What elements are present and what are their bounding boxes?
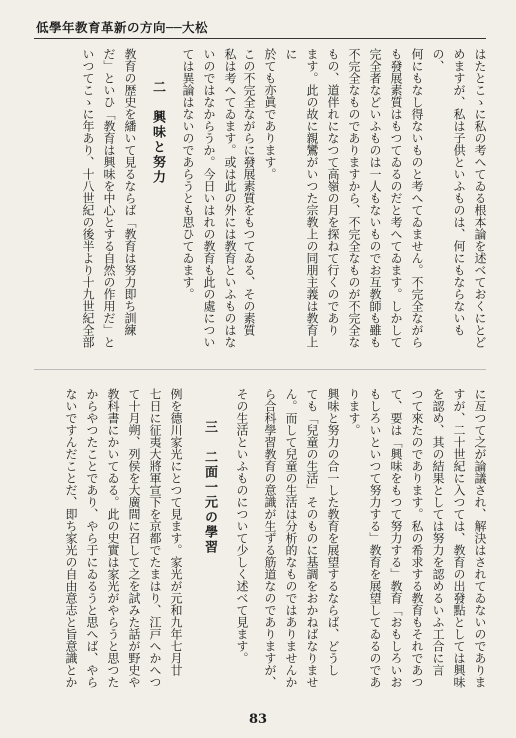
text-column: 不完全なものでありますから、不完全なものが不完全な [347, 48, 361, 348]
upper-text-block-3 [36, 48, 140, 348]
text-column: だ」といひ「教育は興味を中心とする自然の作用だ」と [102, 48, 116, 348]
text-column: いつてこゝに年あり、十八世紀の後半より十九世紀全部 [81, 48, 95, 348]
text-column: ら合科學習教育の意識が生ずる筋道なのでありますが、 [263, 388, 277, 688]
running-head: 低學年教育革新の方向──大松 [36, 20, 209, 35]
lower-text-block-3 [36, 388, 186, 688]
text-column: ては異論はないのであらうとも思ひてゐます。 [181, 48, 195, 300]
text-column: ても「兒童の生活」そのものに基調をおかねばなりませ [305, 388, 319, 688]
text-column: て十月朔、列侯を大廣間に召して之を試みた話が野史や [127, 388, 141, 688]
section-heading: 二 興味と努力 [150, 80, 165, 185]
text-column: もの、道伴れになつて高嶺の月を探ねて行くのであり [326, 48, 340, 336]
section-heading: 三 二面一元の學習 [202, 420, 217, 555]
lower-text-block-2 [230, 388, 252, 688]
text-column: 何にもなし得ないものと考へてゐません。不完全ながら [410, 48, 424, 348]
text-column: を認め、其の結果としては努力を認めるいふ工合に言 [431, 388, 445, 676]
text-column: ん。而して兒童の生活は分析的なものではありませんか [284, 388, 298, 688]
upper-text-block-1 [238, 48, 490, 348]
text-column: 教育の歴史を繙いて見るならば「教育は努力即ち訓練 [123, 48, 137, 336]
text-column: 例を德川家光にとつて見ます。家光が元和九年七月廿 [169, 388, 183, 676]
text-column: て、要は「興味をもつて努力する」教育「おもしろいお [389, 388, 403, 688]
text-column: 完全者などいふものは一人もないものでお互教師も雖も [368, 48, 382, 348]
text-column: に亙つて之が論議され、解決はされてゐないのでありま [473, 388, 487, 688]
page-number: 83 [248, 712, 268, 727]
upper-text-block-2 [178, 48, 240, 348]
text-column: ります。 [347, 388, 361, 436]
text-column: 私は考へてゐます。或は此の外には教育といふものはな [223, 48, 237, 348]
text-column: つて來たのであります。私の希求する教育もそれであつ [410, 388, 424, 688]
lower-text-block-1 [252, 388, 490, 688]
text-column: ないですんだことだ、即ち家光の自由意志と旨意識とか [64, 388, 78, 688]
text-column: も發展素質はもつてゐるのだと考へてゐます。しかして [389, 48, 403, 348]
text-column: すが、二十世紀に入つては、教育の出發點としては興味 [452, 388, 466, 688]
text-column: 教科書にかいてゐる。此の史實は家光がやらうと思つた [106, 388, 120, 688]
text-column: いのではなからうか。今日いはれの教育も此の處につい [202, 48, 216, 348]
text-column: この不完全ながらに發展素質をもつてゐる、その素質 [242, 48, 256, 336]
text-column: からやつたことであり、やら于にゐるうと思へば、やら [85, 388, 99, 688]
text-column: 於ても亦眞であります。 [263, 48, 277, 180]
text-column: めますが、私は子供といふものは、何にもならないもの、 [431, 48, 466, 336]
header-rule [34, 38, 486, 39]
text-column: はたとこゝに私の考へてゐる根本論を述べておくにとど [473, 48, 487, 348]
text-column: 七日に征夷大將軍宣下を京都でたまはり、江戸へかへつ [148, 388, 162, 688]
text-column: その生活といふものについて少しく述べて見ます。 [235, 388, 249, 664]
text-column: 興味と努力の合一した教育を展望するならば、どうし [326, 388, 340, 676]
text-column: ます。此の故に親鸞がいつた宗教上の同朋主義は教育上に [284, 48, 319, 348]
text-column: もしろいといつて努力する」教育を展望してゐるのであ [368, 388, 382, 688]
block-divider [34, 369, 486, 370]
